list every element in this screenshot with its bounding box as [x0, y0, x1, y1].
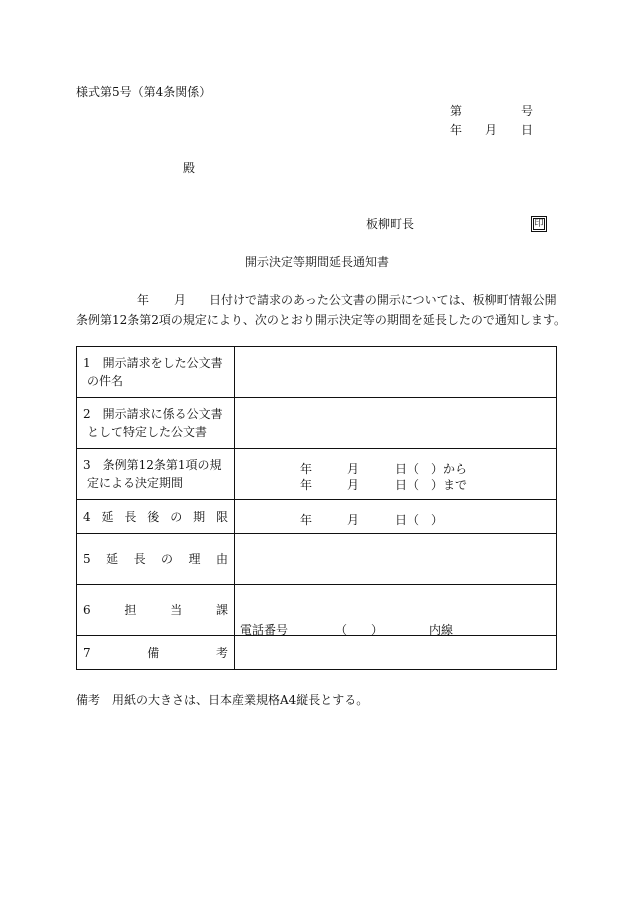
- row3-year-2: 年: [300, 478, 313, 492]
- doc-no-suffix: 号: [521, 104, 534, 118]
- document-title: 開示決定等期間延長通知書: [245, 255, 390, 269]
- issuer: 板柳町長: [366, 217, 415, 231]
- row-extension-reason: [77, 534, 557, 585]
- row5-label: 5 延 長 の 理 由: [83, 552, 228, 566]
- row-decision-period: [77, 449, 557, 500]
- row3-month-2: 月: [347, 478, 360, 492]
- row5-value: [235, 534, 557, 585]
- row6-value: [235, 585, 557, 636]
- row6-phone-paren: （ ）: [335, 623, 384, 637]
- intro-month: 月: [174, 293, 187, 307]
- row4-day: 日（ ）: [395, 513, 444, 527]
- row-specified-document: [77, 398, 557, 449]
- row3-month-1: 月: [347, 462, 360, 476]
- row1-label-b: の件名: [87, 374, 124, 388]
- row-document-name: [77, 347, 557, 398]
- row3-label-a: 3 条例第12条第1項の規: [83, 458, 222, 472]
- row3-value: [235, 449, 557, 500]
- row4-label: 4 延 長 後 の 期 限: [83, 509, 228, 524]
- row1-value: [235, 347, 557, 398]
- row4-year: 年: [300, 513, 313, 527]
- date-day: 日: [521, 123, 534, 137]
- row7-value: [235, 636, 557, 670]
- intro-year: 年: [137, 293, 150, 307]
- intro-rest: 日付けで請求のあった公文書の開示については、板柳町情報公開: [209, 293, 557, 307]
- addressee-suffix: 殿: [183, 161, 196, 175]
- form-number: 様式第5号（第4条関係）: [76, 85, 212, 99]
- footnote: 備考 用紙の大きさは、日本産業規格A4縦長とする。: [76, 693, 369, 707]
- seal-mark: 印: [531, 216, 547, 232]
- row7-label: 7 備 考: [83, 645, 228, 660]
- row4-value: [235, 500, 557, 534]
- row1-label-a: 1 開示請求をした公文書: [83, 356, 223, 370]
- row-remarks: [77, 636, 557, 670]
- row6-label: 6 担 当 課: [83, 603, 228, 617]
- row2-value: [235, 398, 557, 449]
- date-month: 月: [485, 123, 498, 137]
- row2-label-a: 2 開示請求に係る公文書: [83, 407, 223, 421]
- row6-phone-label: 電話番号: [240, 623, 289, 637]
- intro-line2: 条例第12条第2項の規定により、次のとおり開示決定等の期間を延長したので通知します。: [76, 313, 566, 327]
- date-year: 年: [450, 123, 463, 137]
- row3-year-1: 年: [300, 462, 313, 476]
- row2-label-b: として特定した公文書: [87, 425, 208, 439]
- doc-no-prefix: 第: [450, 104, 463, 118]
- row4-month: 月: [347, 513, 360, 527]
- row-responsible-section: [77, 585, 557, 636]
- row6-extension: 内線: [429, 623, 454, 637]
- notice-table: [76, 346, 557, 670]
- row-extended-deadline: [77, 500, 557, 534]
- row3-from: 日（ ）から: [395, 462, 468, 476]
- row3-until: 日（ ）まで: [395, 478, 468, 492]
- row3-label-b: 定による決定期間: [87, 476, 184, 490]
